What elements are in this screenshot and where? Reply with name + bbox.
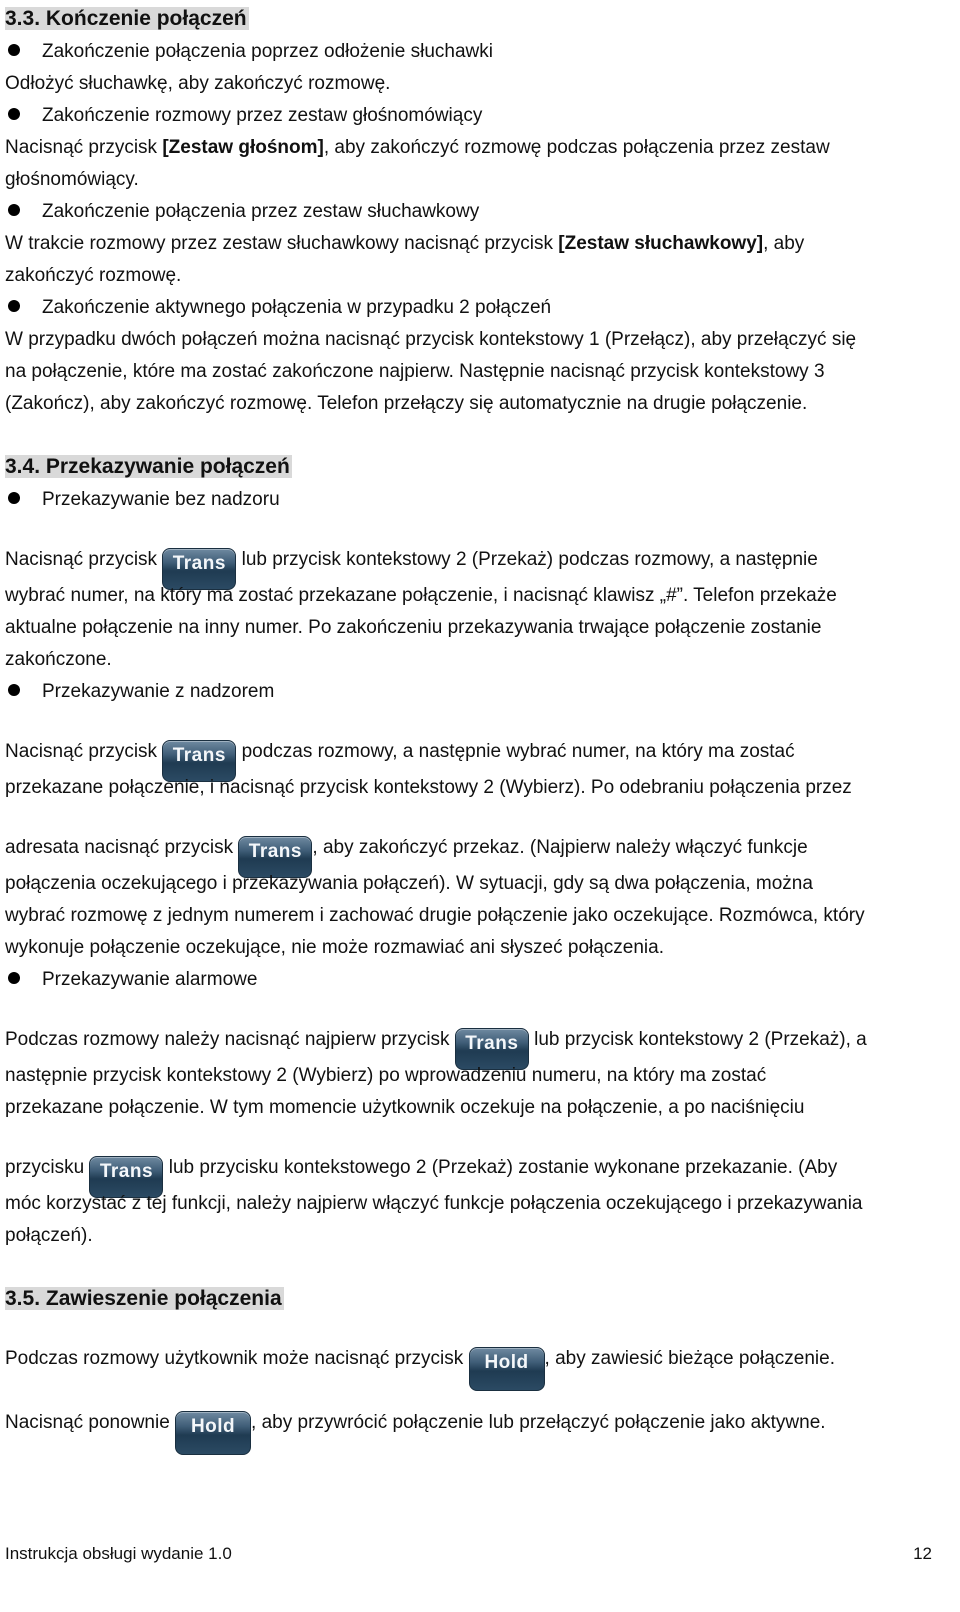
paragraph-line: aktualne połączenie na inny numer. Po zakończeniu przekazywania trwające połączenie zostanie <box>5 617 822 638</box>
hold-key-icon: Hold <box>469 1347 545 1391</box>
paragraph-line: następnie przycisk kontekstowy 2 (Wybierz) po wprowadzeniu numeru, na który ma zostać <box>5 1065 767 1086</box>
paragraph-line: przekazane połączenie. W tym momencie użytkownik oczekuje na połączenie, a po naciśnięciu <box>5 1097 805 1118</box>
paragraph-line: przekazane połączenie, i nacisnąć przycisk kontekstowy 2 (Wybierz). Po odebraniu połączenia przez <box>5 777 852 798</box>
section-3-5-heading: 3.5. Zawieszenie połączenia <box>5 1287 282 1310</box>
paragraph-line: Nacisnąć przycisk Trans lub przycisk kontekstowy 2 (Przekaż) podczas rozmowy, a następnie <box>5 538 818 590</box>
bullet-item: Przekazywanie z nadzorem <box>8 679 274 705</box>
bullet-item: Przekazywanie bez nadzoru <box>8 487 280 513</box>
paragraph-line: adresata nacisnąć przycisk Trans , aby zakończyć przekaz. (Najpierw należy włączyć funkcje <box>5 826 808 878</box>
trans-key-icon: Trans <box>89 1156 163 1198</box>
bullet-dot-icon <box>8 972 20 984</box>
paragraph-line: przycisku Trans lub przycisku kontekstowego 2 (Przekaż) zostanie wykonane przekazanie. (Aby <box>5 1146 837 1198</box>
paragraph-line: Podczas rozmowy należy nacisnąć najpierw przycisk Trans lub przycisk kontekstowy 2 (Przekaż), a <box>5 1018 867 1070</box>
paragraph-line: móc korzystać z tej funkcji, należy najpierw włączyć funkcje połączenia oczekującego i przekazywania <box>5 1193 863 1214</box>
paragraph-line: Odłożyć słuchawkę, aby zakończyć rozmowę. <box>5 73 391 94</box>
paragraph-line: wybrać rozmowę z jednym numerem i zachować drugie połączenie jako oczekujące. Rozmówca, który <box>5 905 865 926</box>
paragraph-line: (Zakończ), aby zakończyć rozmowę. Telefon przełączy się automatycznie na drugie połączenie. <box>5 393 808 414</box>
section-3-4-heading: 3.4. Przekazywanie połączeń <box>5 455 290 478</box>
paragraph-line: na połączenie, które ma zostać zakończone najpierw. Następnie nacisnąć przycisk kontekstowy 3 <box>5 361 825 382</box>
bullet-dot-icon <box>8 204 20 216</box>
hold-key-icon: Hold <box>175 1411 251 1455</box>
trans-key-icon: Trans <box>162 548 236 590</box>
paragraph-line: wybrać numer, na który ma zostać przekazane połączenie, i nacisnąć klawisz „#”. Telefon przekaże <box>5 585 837 606</box>
footer-title: Instrukcja obsługi wydanie 1.0 <box>5 1544 232 1563</box>
section-3-3-heading: 3.3. Kończenie połączeń <box>5 7 247 30</box>
bullet-dot-icon <box>8 44 20 56</box>
bullet-item: Zakończenie rozmowy przez zestaw głośnomówiący <box>8 103 482 129</box>
key-name-headset: [Zestaw słuchawkowy] <box>558 233 764 254</box>
paragraph-line: zakończone. <box>5 649 112 670</box>
bullet-item: Zakończenie połączenia poprzez odłożenie słuchawki <box>8 39 493 65</box>
paragraph-line: Nacisnąć ponownie Hold , aby przywrócić połączenie lub przełączyć połączenie jako aktywne. <box>5 1401 826 1455</box>
paragraph-line: W przypadku dwóch połączeń można nacisnąć przycisk kontekstowy 1 (Przełącz), aby przełączyć się <box>5 329 857 350</box>
paragraph-line: Nacisnąć przycisk Trans podczas rozmowy, a następnie wybrać numer, na który ma zostać <box>5 730 795 782</box>
paragraph-line: głośnomówiący. <box>5 169 139 190</box>
bullet-dot-icon <box>8 492 20 504</box>
paragraph-line: Nacisnąć przycisk [Zestaw głośnom], aby zakończyć rozmowę podczas połączenia przez zestaw <box>5 137 830 158</box>
bullet-dot-icon <box>8 684 20 696</box>
page-number: 12 <box>913 1544 932 1563</box>
paragraph-line: połączenia oczekującego i przekazywania połączeń). W sytuacji, gdy są dwa połączenia, można <box>5 873 813 894</box>
paragraph-line: zakończyć rozmowę. <box>5 265 182 286</box>
bullet-item: Zakończenie aktywnego połączenia w przypadku 2 połączeń <box>8 295 551 321</box>
paragraph-line: połączeń). <box>5 1225 93 1246</box>
trans-key-icon: Trans <box>162 740 236 782</box>
trans-key-icon: Trans <box>238 836 312 878</box>
paragraph-line: Podczas rozmowy użytkownik może nacisnąć przycisk Hold , aby zawiesić bieżące połączenie. <box>5 1337 835 1391</box>
bullet-item: Zakończenie połączenia przez zestaw słuchawkowy <box>8 199 479 225</box>
trans-key-icon: Trans <box>455 1028 529 1070</box>
bullet-dot-icon <box>8 300 20 312</box>
paragraph-line: W trakcie rozmowy przez zestaw słuchawkowy nacisnąć przycisk [Zestaw słuchawkowy], aby <box>5 233 805 254</box>
paragraph-line: wykonuje połączenie oczekujące, nie może rozmawiać ani słyszeć połączenia. <box>5 937 664 958</box>
key-name-speaker: [Zestaw głośnom] <box>162 137 324 158</box>
bullet-item: Przekazywanie alarmowe <box>8 967 257 993</box>
bullet-dot-icon <box>8 108 20 120</box>
